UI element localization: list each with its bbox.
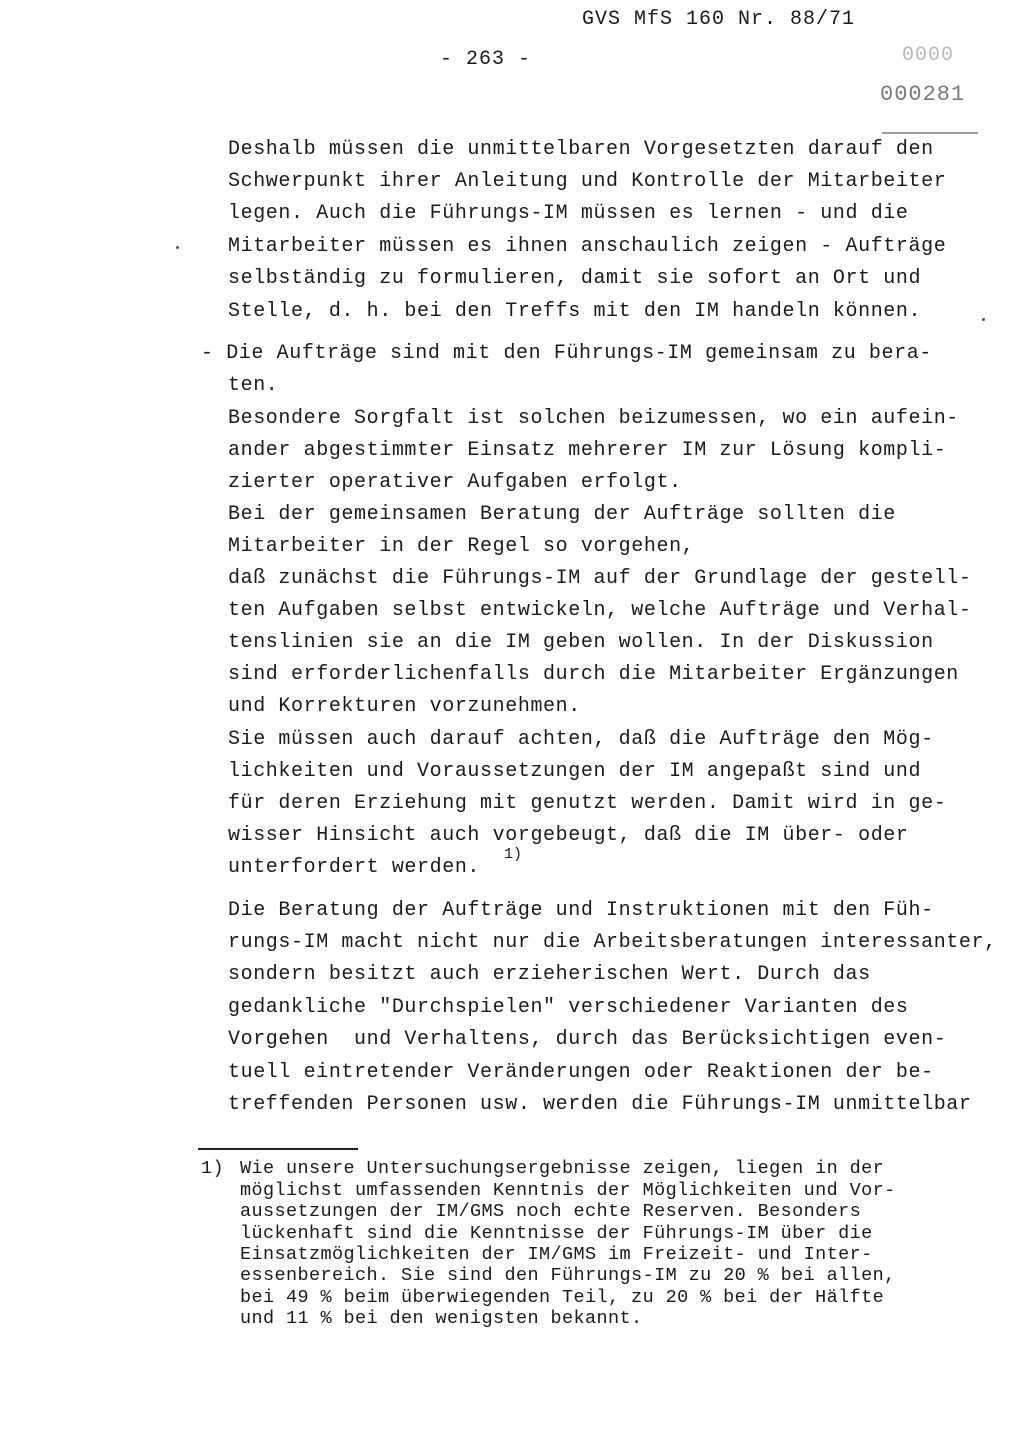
document-reference: GVS MfS 160 Nr. 88/71 [582, 8, 856, 31]
stamp-faint: 0000 [902, 44, 955, 67]
body-line: Sie müssen auch darauf achten, daß die Aufträge den Mög- [228, 728, 934, 751]
body-line: Mitarbeiter müssen es ihnen anschaulich zeigen - Aufträge [228, 235, 947, 258]
body-line: sondern besitzt auch erzieherischen Wert. Durch das [228, 963, 871, 986]
body-line: zierter operativer Aufgaben erfolgt. [228, 471, 682, 494]
footnote-line: und 11 % bei den wenigsten bekannt. [240, 1308, 643, 1329]
body-line: tuell eintretender Veränderungen oder Reaktionen der be- [228, 1061, 934, 1084]
footnote-line: möglichst umfassenden Kenntnis der Möglichkeiten und Vor- [240, 1180, 896, 1201]
body-line: Bei der gemeinsamen Beratung der Aufträge sollten die [228, 503, 896, 526]
body-line: daß zunächst die Führungs-IM auf der Grundlage der gestell- [228, 567, 972, 590]
body-line: treffenden Personen usw. werden die Führungs-IM unmittelbar [228, 1093, 972, 1116]
body-line: Schwerpunkt ihrer Anleitung und Kontrolle der Mitarbeiter [228, 170, 947, 193]
body-line: ten Aufgaben selbst entwickeln, welche Aufträge und Verhal- [228, 599, 972, 622]
footnote-separator [198, 1148, 358, 1150]
footnote-line: Einsatzmöglichkeiten der IM/GMS im Freizeit- und Inter- [240, 1244, 873, 1265]
body-line: sind erforderlichenfalls durch die Mitarbeiter Ergänzungen [228, 663, 959, 686]
body-line: gedankliche "Durchspielen" verschiedener Varianten des [228, 996, 909, 1019]
footnote-number: 1) [201, 1158, 225, 1179]
page-number: - 263 - [440, 48, 532, 71]
margin-dot [982, 318, 985, 321]
body-line: und Korrekturen vorzunehmen. [228, 695, 581, 718]
body-line: rungs-IM macht nicht nur die Arbeitsberatungen interessanter, [228, 931, 997, 954]
body-line: Mitarbeiter in der Regel so vorgehen, [228, 535, 695, 558]
footnote-reference-marker: 1) [504, 846, 523, 863]
body-line: Die Beratung der Aufträge und Instruktionen mit den Füh- [228, 899, 934, 922]
body-line: ten. [228, 374, 279, 397]
archive-stamp-number: 000281 [880, 82, 966, 107]
body-line: Stelle, d. h. bei den Treffs mit den IM handeln können. [228, 300, 922, 323]
footnote-line: lückenhaft sind die Kenntnisse der Führungs-IM über die [240, 1223, 873, 1244]
body-line: unterfordert werden. [228, 856, 481, 879]
footnote-line: bei 49 % beim überwiegenden Teil, zu 20 % bei der Hälfte [240, 1287, 885, 1308]
body-line: legen. Auch die Führungs-IM müssen es lernen - und die [228, 202, 909, 225]
footnote-line: aussetzungen der IM/GMS noch echte Reserven. Besonders [240, 1201, 862, 1222]
body-line: wisser Hinsicht auch vorgebeugt, daß die IM über- oder [228, 824, 909, 847]
body-line: tenslinien sie an die IM geben wollen. In der Diskussion [228, 631, 934, 654]
body-line: Vorgehen und Verhaltens, durch das Berücksichtigen even- [228, 1028, 947, 1051]
stamp-underline [882, 132, 978, 134]
margin-dot [176, 246, 179, 249]
footnote-line: Wie unsere Untersuchungsergebnisse zeigen, liegen in der [240, 1158, 885, 1179]
body-line: lichkeiten und Voraussetzungen der IM angepaßt sind und [228, 760, 922, 783]
body-line: selbständig zu formulieren, damit sie sofort an Ort und [228, 267, 922, 290]
body-line: - Die Aufträge sind mit den Führungs-IM gemeinsam zu bera- [201, 342, 932, 365]
body-line: ander abgestimmter Einsatz mehrerer IM zur Lösung kompli- [228, 439, 947, 462]
body-line: Besondere Sorgfalt ist solchen beizumessen, wo ein aufein- [228, 407, 959, 430]
footnote-line: essenbereich. Sie sind den Führungs-IM zu 20 % bei allen, [240, 1265, 896, 1286]
body-line: für deren Erziehung mit genutzt werden. Damit wird in ge- [228, 792, 947, 815]
body-line: Deshalb müssen die unmittelbaren Vorgesetzten darauf den [228, 138, 934, 161]
